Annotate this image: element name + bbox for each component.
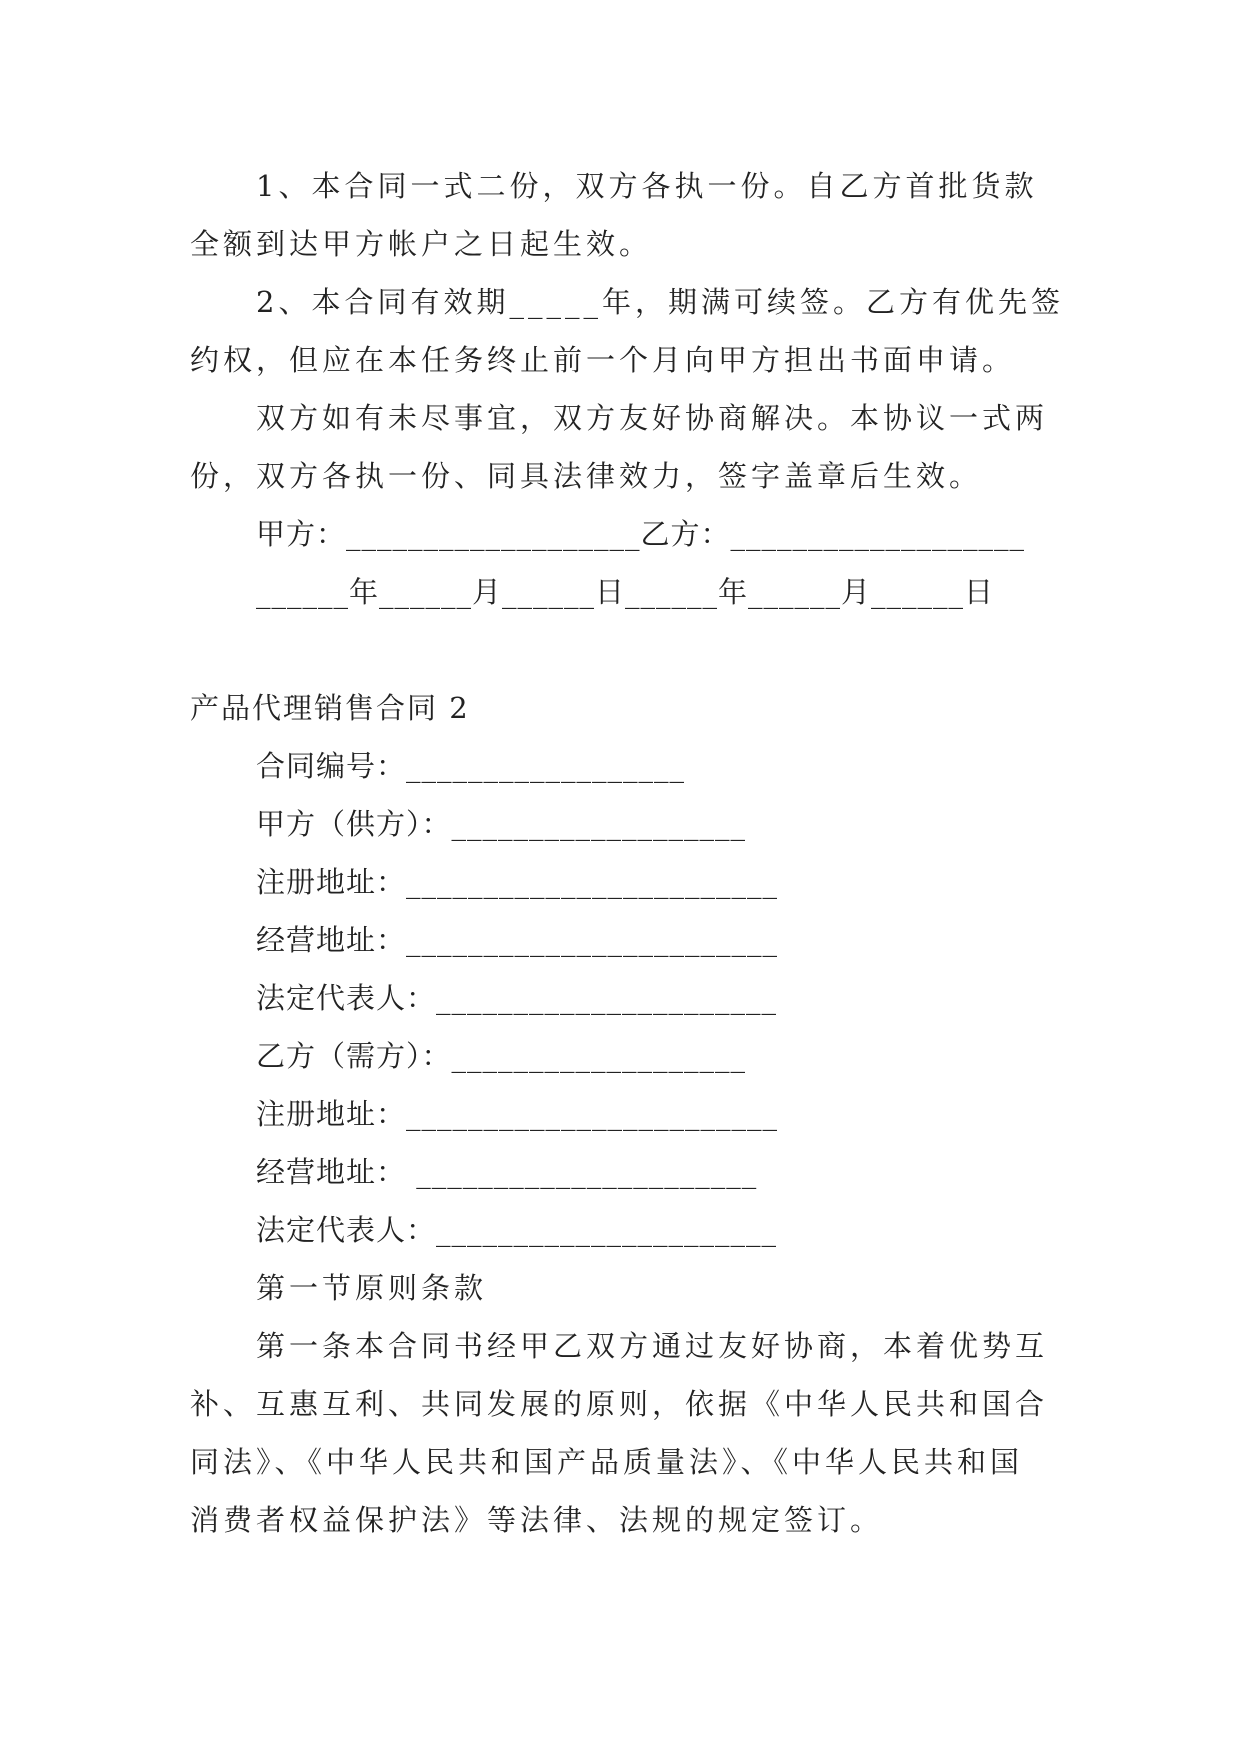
field-b-reg-address: 注册地址：________________________ <box>256 1097 779 1131</box>
field-b-legal-rep: 法定代表人：______________________ <box>256 1213 778 1247</box>
clause1-line2: 全额到达甲方帐户之日起生效。 <box>190 227 653 261</box>
article1-line3: 同法》、《中华人民共和国产品质量法》、《中华人民共和国 <box>190 1445 1024 1479</box>
date-line: ______年______月______日______年______月______日 <box>256 575 995 609</box>
closing-line2: 份，双方各执一份、同具法律效力，签字盖章后生效。 <box>190 459 983 493</box>
field-a-biz-address: 经营地址：________________________ <box>256 923 779 957</box>
field-a-legal-rep: 法定代表人：______________________ <box>256 981 778 1015</box>
contract-title: 产品代理销售合同 2 <box>190 691 470 725</box>
clause2-line1: 2、本合同有效期_____年，期满可续签。乙方有优先签 <box>256 285 1064 319</box>
clause1-line1: 1、本合同一式二份，双方各执一份。自乙方首批货款 <box>256 169 1038 203</box>
field-party-a: 甲方（供方）：___________________ <box>256 807 747 841</box>
article1-line4: 消费者权益保护法》等法律、法规的规定签订。 <box>190 1503 884 1537</box>
field-a-reg-address: 注册地址：________________________ <box>256 865 779 899</box>
article1-line1: 第一条本合同书经甲乙双方通过友好协商，本着优势互 <box>256 1329 1049 1363</box>
chapter-heading: 第一节原则条款 <box>256 1271 488 1305</box>
field-party-b: 乙方（需方）：___________________ <box>256 1039 747 1073</box>
field-b-biz-address: 经营地址： ______________________ <box>256 1155 758 1189</box>
clause2-line2: 约权，但应在本任务终止前一个月向甲方担出书面申请。 <box>190 343 1016 377</box>
field-contract-no: 合同编号：__________________ <box>256 749 686 783</box>
signature-line: 甲方：___________________乙方：___________________ <box>256 517 1026 551</box>
closing-line1: 双方如有未尽事宜，双方友好协商解决。本协议一式两 <box>256 401 1049 435</box>
article1-line2: 补、互惠互利、共同发展的原则，依据《中华人民共和国合 <box>190 1387 1049 1421</box>
